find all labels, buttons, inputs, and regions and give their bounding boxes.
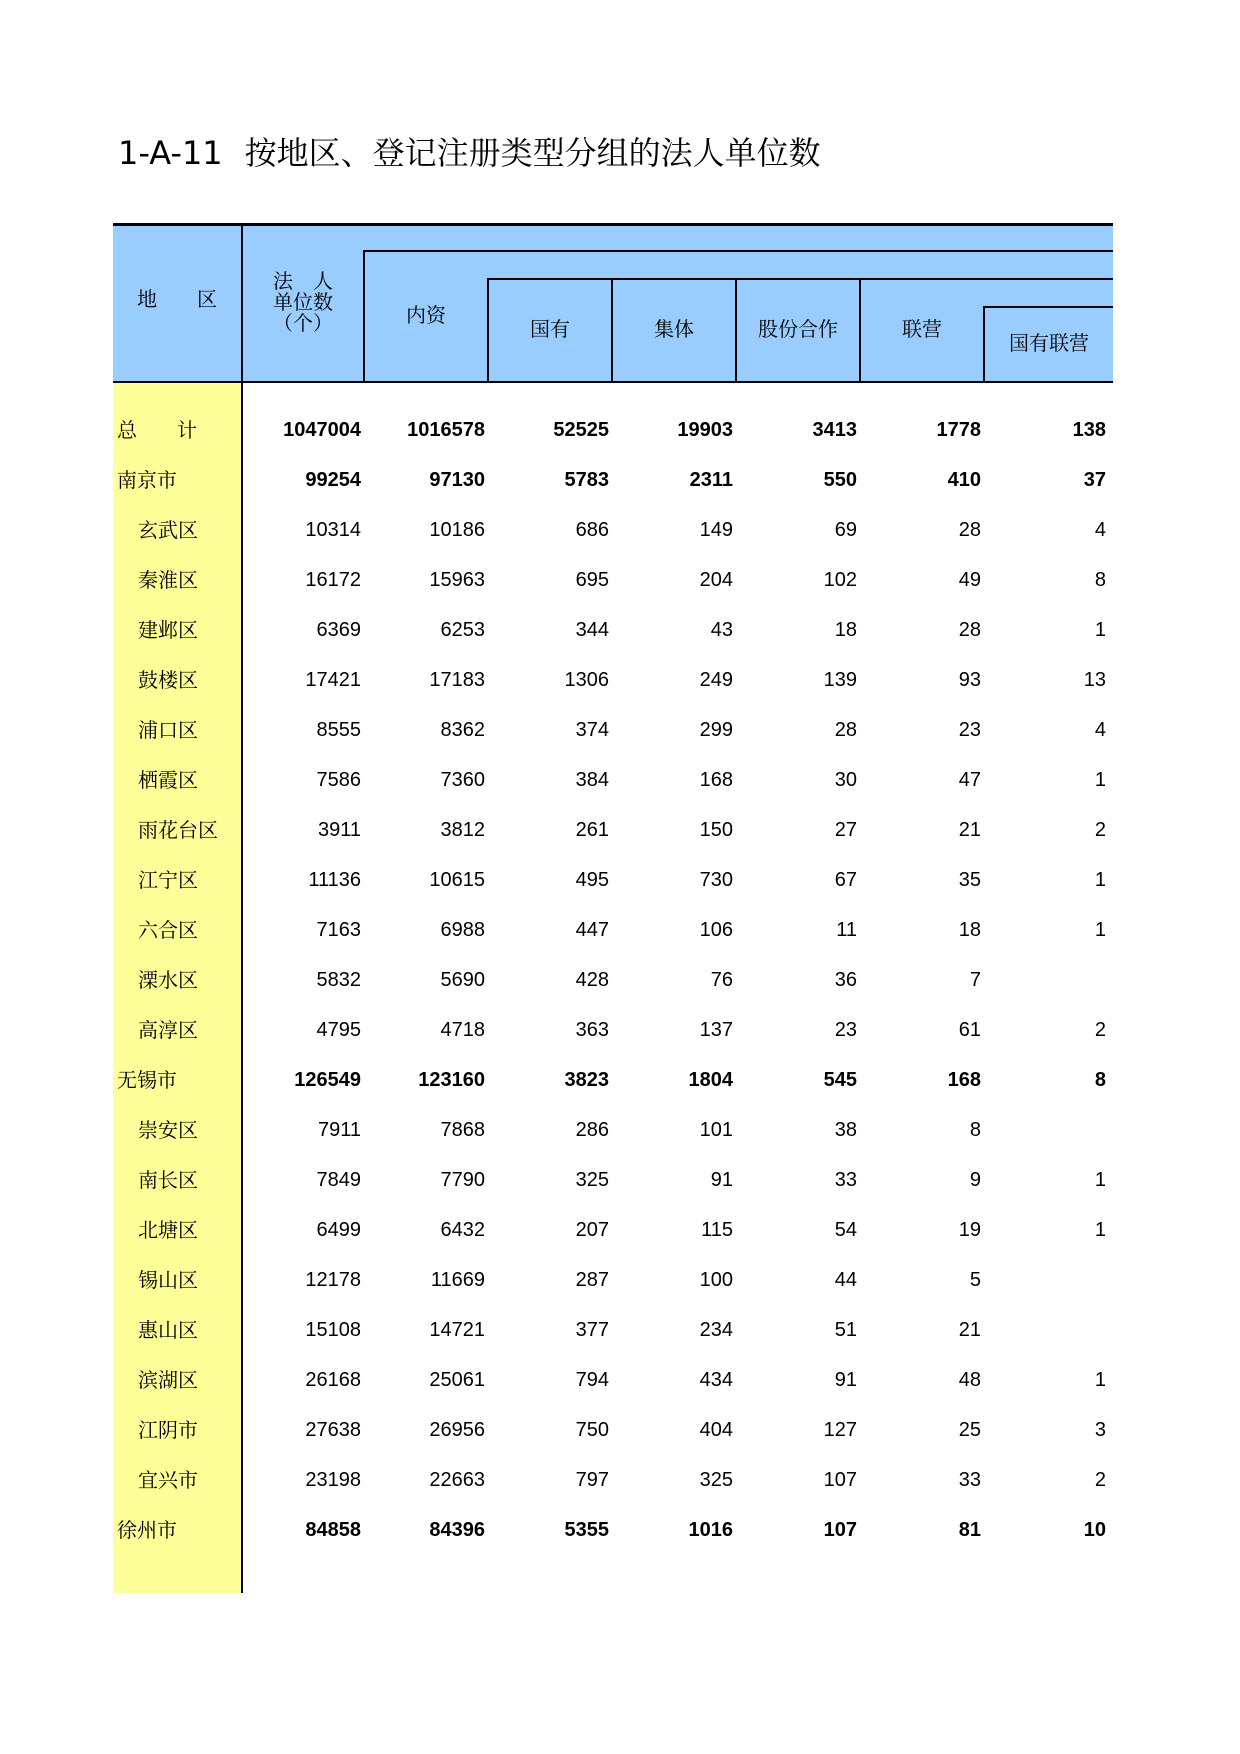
value-cell: 149	[699, 519, 733, 541]
value-cell: 8	[969, 1119, 981, 1141]
value-cell: 10314	[305, 519, 361, 541]
region-name-cell: 无锡市	[117, 1068, 177, 1092]
region-name-cell: 秦淮区	[138, 568, 198, 592]
value-cell: 25	[958, 1419, 981, 1441]
region-name-cell: 崇安区	[138, 1118, 198, 1142]
value-cell: 3823	[564, 1069, 609, 1091]
table-row	[113, 705, 1113, 755]
value-cell: 101	[699, 1119, 733, 1141]
value-cell: 69	[834, 519, 857, 541]
value-cell: 84396	[429, 1519, 485, 1541]
value-cell: 10186	[429, 519, 485, 541]
table-row	[113, 1105, 1113, 1155]
value-cell: 33	[958, 1469, 981, 1491]
table-row	[113, 805, 1113, 855]
value-cell: 750	[575, 1419, 609, 1441]
value-cell: 11669	[430, 1269, 485, 1291]
value-cell: 286	[575, 1119, 609, 1141]
value-cell: 54	[834, 1219, 857, 1241]
value-cell: 38	[834, 1119, 857, 1141]
header-bottom-border	[113, 381, 1113, 383]
value-cell: 5783	[564, 469, 609, 491]
table-row	[113, 405, 1113, 455]
value-cell: 3413	[812, 419, 857, 441]
value-cell	[996, 1305, 1106, 1355]
value-cell: 28	[834, 719, 857, 741]
value-cell: 384	[575, 769, 609, 791]
value-cell: 17183	[429, 669, 485, 691]
value-cell: 10615	[429, 869, 485, 891]
value-cell	[996, 955, 1106, 1005]
value-cell: 4	[1094, 719, 1106, 741]
table-row	[113, 605, 1113, 655]
value-cell: 7790	[440, 1169, 485, 1191]
header-collective: 集体	[654, 317, 694, 341]
table-row	[113, 1355, 1113, 1405]
value-cell: 495	[575, 869, 609, 891]
header-rule-3	[983, 306, 1113, 308]
region-name-cell: 宜兴市	[138, 1468, 198, 1492]
value-cell: 344	[575, 619, 609, 641]
value-cell: 5690	[440, 969, 485, 991]
value-cell: 115	[701, 1219, 733, 1241]
value-cell: 2	[1094, 819, 1106, 841]
value-cell: 76	[710, 969, 733, 991]
value-cell: 21	[958, 819, 981, 841]
table-row	[113, 1255, 1113, 1305]
value-cell: 106	[699, 919, 733, 941]
value-cell: 43	[710, 619, 733, 641]
value-cell: 44	[834, 1269, 857, 1291]
value-cell: 234	[699, 1319, 733, 1341]
value-cell: 1	[1094, 919, 1106, 941]
value-cell: 5355	[564, 1519, 609, 1541]
value-cell: 7849	[316, 1169, 361, 1191]
value-cell: 4795	[316, 1019, 361, 1041]
value-cell: 28	[958, 619, 981, 641]
value-cell: 47	[958, 769, 981, 791]
value-cell: 6369	[316, 619, 361, 641]
region-name-cell: 栖霞区	[138, 768, 198, 792]
value-cell: 7911	[317, 1119, 361, 1141]
table-row	[113, 1455, 1113, 1505]
value-cell: 150	[699, 819, 733, 841]
value-cell: 1	[1094, 869, 1106, 891]
table-row	[113, 905, 1113, 955]
region-name-cell: 惠山区	[138, 1318, 198, 1342]
region-name-cell: 徐州市	[117, 1518, 177, 1542]
value-cell: 9	[969, 1169, 981, 1191]
table-title: 按地区、登记注册类型分组的法人单位数	[244, 134, 821, 172]
value-cell: 27638	[305, 1419, 361, 1441]
table-row	[113, 1055, 1113, 1105]
value-cell: 8	[1094, 1069, 1106, 1091]
region-name-cell: 浦口区	[138, 718, 198, 742]
value-cell: 102	[823, 569, 857, 591]
header-domestic: 内资	[406, 303, 446, 327]
value-cell: 1804	[688, 1069, 733, 1091]
table-row	[113, 855, 1113, 905]
value-cell: 137	[699, 1019, 733, 1041]
region-name-cell: 溧水区	[138, 968, 198, 992]
value-cell: 3812	[440, 819, 485, 841]
value-cell: 99254	[305, 469, 361, 491]
value-cell: 97130	[429, 469, 485, 491]
region-name-cell: 江阴市	[138, 1418, 198, 1442]
value-cell: 51	[834, 1319, 857, 1341]
value-cell: 204	[699, 569, 733, 591]
header-region: 地 区	[137, 287, 217, 311]
value-cell: 19	[958, 1219, 981, 1241]
value-cell: 23	[958, 719, 981, 741]
value-cell: 434	[699, 1369, 733, 1391]
value-cell: 12178	[305, 1269, 361, 1291]
value-cell: 81	[958, 1519, 981, 1541]
value-cell: 550	[823, 469, 857, 491]
value-cell: 7586	[316, 769, 361, 791]
region-name-cell: 南长区	[138, 1168, 198, 1192]
value-cell: 404	[699, 1419, 733, 1441]
value-cell: 1778	[936, 419, 981, 441]
value-cell: 410	[947, 469, 981, 491]
value-cell: 19903	[677, 419, 733, 441]
value-cell: 139	[823, 669, 857, 691]
region-name-cell: 建邺区	[138, 618, 198, 642]
value-cell: 25061	[429, 1369, 485, 1391]
value-cell: 138	[1072, 419, 1106, 441]
value-cell: 686	[575, 519, 609, 541]
region-name-cell: 锡山区	[138, 1268, 198, 1292]
value-cell: 4718	[440, 1019, 485, 1041]
value-cell: 428	[575, 969, 609, 991]
value-cell: 48	[958, 1369, 981, 1391]
value-cell: 1	[1094, 1369, 1106, 1391]
table-row	[113, 1305, 1113, 1355]
value-cell: 447	[575, 919, 609, 941]
table-row	[113, 1405, 1113, 1455]
value-cell: 8362	[440, 719, 485, 741]
value-cell: 695	[575, 569, 609, 591]
value-cell: 7360	[440, 769, 485, 791]
table-row	[113, 1205, 1113, 1255]
value-cell: 126549	[294, 1069, 361, 1091]
value-cell: 93	[958, 669, 981, 691]
value-cell: 299	[699, 719, 733, 741]
header-total	[243, 271, 363, 334]
table-row	[113, 1505, 1113, 1555]
region-name-cell: 六合区	[138, 918, 198, 942]
value-cell: 17421	[305, 669, 361, 691]
region-name-cell: 鼓楼区	[138, 668, 198, 692]
value-cell: 1	[1094, 769, 1106, 791]
value-cell: 23198	[305, 1469, 361, 1491]
value-cell: 1306	[564, 669, 609, 691]
table-row	[113, 1005, 1113, 1055]
value-cell: 2311	[689, 469, 733, 491]
header-total-line1: 法 人	[273, 269, 333, 293]
value-cell: 11136	[308, 869, 361, 891]
value-cell: 37	[1083, 469, 1106, 491]
data-table	[113, 223, 1113, 1593]
value-cell: 374	[575, 719, 609, 741]
value-cell: 794	[575, 1369, 609, 1391]
value-cell: 18	[958, 919, 981, 941]
table-row	[113, 505, 1113, 555]
value-cell: 16172	[305, 569, 361, 591]
value-cell: 4	[1094, 519, 1106, 541]
header-total-line2: 单位数	[273, 290, 333, 314]
value-cell: 26168	[305, 1369, 361, 1391]
region-name-cell: 江宁区	[138, 868, 198, 892]
value-cell: 363	[575, 1019, 609, 1041]
header-rule-1	[363, 250, 1113, 252]
table-row	[113, 555, 1113, 605]
value-cell: 8555	[316, 719, 361, 741]
table-row	[113, 455, 1113, 505]
value-cell: 91	[710, 1169, 733, 1191]
value-cell: 730	[699, 869, 733, 891]
value-cell: 545	[823, 1069, 857, 1091]
value-cell: 18	[834, 619, 857, 641]
value-cell: 2	[1094, 1019, 1106, 1041]
table-row	[113, 955, 1113, 1005]
value-cell: 6988	[440, 919, 485, 941]
value-cell	[996, 1105, 1106, 1155]
table-row	[113, 1155, 1113, 1205]
value-cell: 123160	[418, 1069, 485, 1091]
header-state-joint: 国有联营	[1009, 331, 1089, 355]
value-cell: 49	[958, 569, 981, 591]
value-cell: 26956	[429, 1419, 485, 1441]
value-cell: 168	[699, 769, 733, 791]
value-cell: 36	[834, 969, 857, 991]
value-cell: 3911	[317, 819, 361, 841]
region-name-cell: 雨花台区	[138, 818, 218, 842]
header-joint-stock-coop: 股份合作	[758, 317, 838, 341]
region-name-cell: 南京市	[117, 468, 177, 492]
value-cell: 1	[1094, 1219, 1106, 1241]
value-cell: 377	[575, 1319, 609, 1341]
region-name-cell: 滨湖区	[138, 1368, 198, 1392]
value-cell: 52525	[553, 419, 609, 441]
table-row	[113, 655, 1113, 705]
value-cell: 13	[1083, 669, 1106, 691]
table-row	[113, 755, 1113, 805]
value-cell: 261	[575, 819, 609, 841]
region-name-cell: 总 计	[117, 418, 197, 442]
value-cell: 7163	[316, 919, 361, 941]
value-cell: 27	[834, 819, 857, 841]
value-cell: 127	[823, 1419, 857, 1441]
value-cell: 1016578	[407, 419, 485, 441]
value-cell: 15963	[429, 569, 485, 591]
value-cell: 11	[836, 919, 857, 941]
value-cell: 6432	[440, 1219, 485, 1241]
value-cell: 168	[947, 1069, 981, 1091]
value-cell: 10	[1083, 1519, 1106, 1541]
header-joint-operation: 联营	[902, 317, 942, 341]
table-code: 1-A-11	[118, 134, 223, 172]
value-cell: 325	[575, 1169, 609, 1191]
value-cell: 1	[1094, 1169, 1106, 1191]
value-cell: 8	[1094, 569, 1106, 591]
value-cell	[996, 1255, 1106, 1305]
value-cell: 5832	[316, 969, 361, 991]
value-cell: 67	[834, 869, 857, 891]
value-cell: 7	[969, 969, 981, 991]
value-cell: 33	[834, 1169, 857, 1191]
value-cell: 797	[575, 1469, 609, 1491]
value-cell: 2	[1094, 1469, 1106, 1491]
value-cell: 23	[834, 1019, 857, 1041]
value-cell: 22663	[429, 1469, 485, 1491]
value-cell: 28	[958, 519, 981, 541]
value-cell: 7868	[440, 1119, 485, 1141]
region-name-cell: 高淳区	[138, 1018, 198, 1042]
value-cell: 15108	[305, 1319, 361, 1341]
value-cell: 3	[1094, 1419, 1106, 1441]
value-cell: 107	[823, 1519, 857, 1541]
value-cell: 14721	[429, 1319, 485, 1341]
value-cell: 1	[1094, 619, 1106, 641]
value-cell: 61	[958, 1019, 981, 1041]
value-cell: 100	[699, 1269, 733, 1291]
value-cell: 91	[834, 1369, 857, 1391]
value-cell: 107	[823, 1469, 857, 1491]
value-cell: 30	[834, 769, 857, 791]
value-cell: 84858	[305, 1519, 361, 1541]
value-cell: 1047004	[283, 419, 361, 441]
value-cell: 1016	[688, 1519, 733, 1541]
value-cell: 5	[969, 1269, 981, 1291]
region-name-cell: 北塘区	[138, 1218, 198, 1242]
header-state-owned: 国有	[530, 317, 570, 341]
value-cell: 325	[699, 1469, 733, 1491]
value-cell: 6499	[316, 1219, 361, 1241]
value-cell: 6253	[440, 619, 485, 641]
page-title	[118, 128, 821, 174]
value-cell: 287	[575, 1269, 609, 1291]
header-total-line3: （个）	[273, 311, 333, 335]
value-cell: 35	[958, 869, 981, 891]
header-rule-2	[487, 278, 1113, 280]
region-name-cell: 玄武区	[138, 518, 198, 542]
value-cell: 21	[958, 1319, 981, 1341]
value-cell: 207	[575, 1219, 609, 1241]
value-cell: 249	[699, 669, 733, 691]
